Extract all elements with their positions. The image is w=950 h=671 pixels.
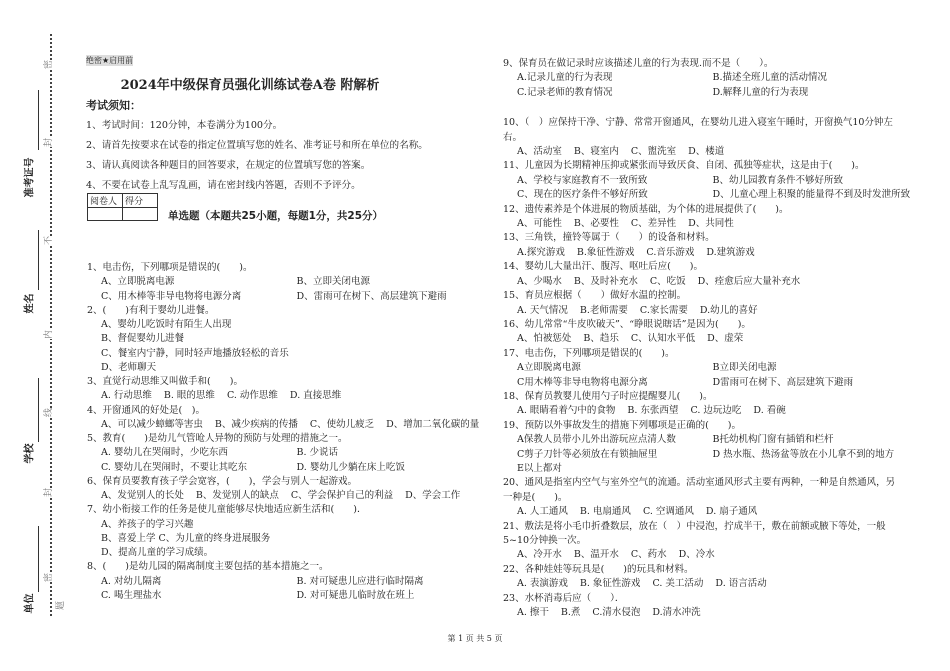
question-stem: 20、通风是指室内空气与室外空气的流通。活动室通风形式主要有两种，一种是自然通风，另 一种是( )。 bbox=[503, 477, 896, 503]
question bbox=[87, 475, 492, 504]
option-row bbox=[503, 332, 908, 346]
question-stem: 2、( )有利于婴幼儿进餐。 bbox=[87, 304, 215, 316]
answer-option[interactable]: B、喜爱上学 C、为儿童的终身进展服务 bbox=[101, 532, 271, 544]
question-stem: 10、（ ）应保持干净、宁静、常常开窗通风，在婴幼儿进入寝室午睡时，开窗换气10分钟左 右。 bbox=[503, 117, 893, 143]
answer-option[interactable]: C、药水 bbox=[630, 549, 667, 561]
answer-option[interactable]: C. 美工活动 bbox=[652, 578, 704, 590]
answer-option[interactable]: C. 空调通风 bbox=[642, 506, 694, 518]
answer-option[interactable]: C.家长需要 bbox=[639, 304, 688, 316]
unit-label: 单位 bbox=[24, 593, 36, 614]
notice-heading: 考试须知： bbox=[86, 99, 141, 112]
answer-option[interactable]: A、发觉别人的长处 bbox=[101, 490, 184, 501]
question bbox=[503, 592, 908, 621]
seal-char: 线 bbox=[41, 408, 54, 417]
answer-option[interactable]: D、老师聊天 bbox=[101, 361, 157, 373]
option-row bbox=[87, 347, 492, 361]
option-row bbox=[503, 577, 908, 591]
question bbox=[503, 159, 911, 202]
answer-option[interactable]: C. 喝生理盐水 bbox=[101, 589, 162, 601]
question-stem: 21、敷法是将小毛巾折叠数层，放在（ ）中浸泡，拧成半干，敷在前额或腋下等处，一般 5~10分钟换一次。 bbox=[503, 520, 886, 546]
answer-option[interactable]: D. 直接思维 bbox=[289, 390, 342, 402]
answer-option[interactable]: D、儿童心理上积聚的能量得不到及时发泄所致 bbox=[712, 189, 911, 201]
question-stem: 14、婴幼儿大量出汗、腹泻、呕吐后应( )。 bbox=[503, 261, 704, 273]
exam-number-field[interactable] bbox=[38, 90, 39, 150]
question-stem: 9、保育员在做记录时应该描述儿童的行为表现.而不是（ ）。 bbox=[503, 58, 774, 69]
question bbox=[503, 520, 908, 563]
option-row bbox=[87, 546, 492, 560]
question bbox=[87, 503, 492, 560]
question-stem: 8、( )是幼儿园的隔离制度主要包括的基本措施之一。 bbox=[87, 561, 329, 573]
option-row bbox=[87, 532, 492, 546]
answer-option[interactable]: C、学会保护自己的利益 bbox=[290, 490, 394, 501]
question-stem: 4、开窗通风的好处是( )。 bbox=[87, 404, 205, 416]
answer-option[interactable]: C. 婴幼儿在哭闹时，不要让其吃东 bbox=[101, 461, 247, 473]
question bbox=[503, 289, 908, 318]
option-row bbox=[87, 361, 492, 375]
option-row bbox=[87, 389, 492, 403]
name-field[interactable] bbox=[38, 230, 39, 290]
answer-option[interactable]: C剪子刀针等必须放在有锁抽屉里 bbox=[517, 448, 658, 460]
option-row bbox=[503, 174, 908, 188]
answer-option[interactable]: B.描述全班儿童的活动情况 bbox=[712, 72, 828, 84]
answer-option[interactable]: C、使幼儿疲乏 bbox=[309, 418, 375, 430]
option-row bbox=[87, 461, 492, 475]
answer-option[interactable]: B.象征性游戏 bbox=[576, 246, 635, 258]
answer-option[interactable]: A. 行动思维 bbox=[101, 390, 152, 402]
answer-option[interactable]: B. 少说话 bbox=[296, 447, 339, 459]
answer-option[interactable]: A、怕被惩处 bbox=[517, 333, 572, 345]
option-row bbox=[87, 290, 492, 304]
question bbox=[503, 116, 908, 159]
question-stem: 11、儿童因为长期精神压抑或紧张而导致厌食、自闭、孤独等症状，这是由于( )。 bbox=[503, 160, 865, 172]
answer-option[interactable]: B立即关闭电源 bbox=[712, 362, 777, 374]
answer-option[interactable]: D. 语言活动 bbox=[715, 578, 767, 590]
option-row bbox=[503, 505, 908, 519]
rule-1: 1、考试时间：120分钟，本卷满分为100分。 bbox=[86, 120, 283, 131]
seal-char: 封 bbox=[41, 488, 54, 497]
rule-2: 2、请首先按要求在试卷的指定位置填写您的姓名、准考证号和所在单位的名称。 bbox=[86, 140, 428, 151]
page-number: 第 1 页 共 5 页 bbox=[447, 634, 503, 643]
question bbox=[503, 347, 908, 390]
answer-option[interactable]: C、认知水平低 bbox=[630, 333, 696, 345]
answer-option[interactable]: B、温开水 bbox=[573, 549, 619, 561]
answer-option[interactable]: B. 对可疑患儿应进行临时隔离 bbox=[296, 575, 424, 587]
question-stem: 22、各种娃娃等玩具是( )的玩具和材料。 bbox=[503, 563, 694, 575]
answer-option[interactable]: B.老师需要 bbox=[579, 304, 628, 316]
answer-option[interactable]: B. 电扇通风 bbox=[579, 506, 631, 518]
option-row bbox=[503, 275, 908, 289]
answer-option[interactable]: A、养孩子的学习兴趣 bbox=[101, 518, 194, 530]
answer-option[interactable]: A、活动室 bbox=[517, 146, 562, 158]
answer-option[interactable]: D. 看碗 bbox=[753, 405, 786, 417]
answer-option[interactable]: D.幼儿的喜好 bbox=[699, 304, 758, 316]
exam-number-label: 准考证号 bbox=[24, 157, 36, 198]
answer-option[interactable]: C、吃饭 bbox=[649, 275, 686, 287]
answer-option[interactable]: C、餐室内宁静，同时轻声地播放轻松的音乐 bbox=[101, 347, 289, 359]
question bbox=[503, 476, 908, 519]
name-label: 姓名 bbox=[24, 293, 36, 314]
question-stem: 5、教育( )是幼儿气管呛人异物的预防与处理的措施之一。 bbox=[87, 433, 348, 444]
answer-option[interactable]: B、趋乐 bbox=[583, 333, 619, 345]
seal-line bbox=[50, 34, 52, 616]
answer-option[interactable]: B. 东张西望 bbox=[627, 405, 679, 417]
seal-char: 密 bbox=[41, 60, 54, 69]
question bbox=[87, 375, 492, 404]
option-row bbox=[503, 217, 908, 231]
answer-option[interactable]: B、必要性 bbox=[573, 218, 619, 230]
answer-option[interactable]: D、虚荣 bbox=[707, 333, 744, 345]
answer-option[interactable]: A. 婴幼儿在哭闹时，少吃东西 bbox=[101, 447, 228, 459]
grader-cell[interactable] bbox=[88, 208, 123, 221]
answer-option[interactable]: B托幼机构门窗有插销和栏杆 bbox=[712, 434, 834, 446]
answer-option[interactable]: B、发觉别人的缺点 bbox=[195, 490, 279, 501]
answer-option[interactable]: A、立即脱离电源 bbox=[101, 276, 175, 288]
answer-option[interactable]: A.探究游戏 bbox=[517, 246, 565, 258]
seal-char: 封 bbox=[41, 138, 54, 147]
question bbox=[503, 390, 908, 419]
question-stem: 23、水杯消毒后应（ ）． bbox=[503, 592, 625, 604]
answer-option[interactable]: C. 动作思维 bbox=[226, 390, 278, 402]
question-stem: 18、保育员教婴儿使用勺子时应提醒婴儿( )。 bbox=[503, 390, 713, 402]
option-row bbox=[87, 275, 492, 289]
answer-option[interactable]: C.音乐游戏 bbox=[646, 246, 695, 258]
answer-option[interactable]: C. 边玩边吃 bbox=[690, 405, 742, 417]
answer-option[interactable]: A. 人工通风 bbox=[517, 506, 568, 518]
option-row bbox=[87, 489, 492, 503]
grader-header: 阅卷人 bbox=[88, 194, 123, 208]
score-header: 得分 bbox=[123, 194, 158, 208]
unit-field[interactable] bbox=[38, 526, 39, 592]
option-row bbox=[503, 71, 908, 85]
question-stem: 16、幼儿常常“牛皮吹破天”、“睁眼说瞎话”是因为( )。 bbox=[503, 318, 751, 330]
question bbox=[503, 419, 908, 477]
page-title: 2024年中级保育员强化训练试卷A卷 附解析 bbox=[120, 78, 380, 93]
answer-option[interactable]: A、婴幼儿吃饭时有陌生人出现 bbox=[101, 319, 232, 330]
left-question-column bbox=[87, 261, 492, 603]
answer-option[interactable]: D. 对可疑患儿临时放在班上 bbox=[296, 589, 415, 601]
answer-option[interactable]: C、现在的医疗条件不够好所致 bbox=[517, 189, 648, 201]
school-label: 学校 bbox=[24, 443, 36, 464]
option-row bbox=[503, 304, 908, 318]
question-stem: 13、三角铁，撞铃等属于（ ）的设备和材料。 bbox=[503, 232, 715, 244]
answer-option[interactable]: B. 眼的思维 bbox=[163, 390, 215, 402]
option-row bbox=[503, 376, 908, 390]
answer-option[interactable]: A立即脱离电源 bbox=[517, 362, 581, 374]
question bbox=[87, 560, 492, 603]
confidential-mark: 绝密★启用前 bbox=[86, 56, 134, 65]
answer-option[interactable]: D.解释儿童的行为表现 bbox=[712, 86, 809, 98]
answer-option[interactable]: D、提高儿童的学习成绩。 bbox=[101, 547, 214, 558]
option-row bbox=[503, 404, 908, 418]
option-row bbox=[503, 145, 908, 159]
question bbox=[503, 231, 908, 260]
question-stem: 12、遗传素养是个体进展的物质基础，为个体的进展提供了( )。 bbox=[503, 203, 789, 215]
answer-option[interactable]: C、盥洗室 bbox=[630, 146, 677, 158]
answer-option[interactable]: B、督促婴幼儿进餐 bbox=[101, 333, 184, 345]
seal-char: 密 bbox=[41, 573, 54, 582]
option-row bbox=[503, 188, 911, 202]
question bbox=[503, 563, 908, 592]
score-table bbox=[87, 193, 158, 221]
answer-option[interactable]: E以上都对 bbox=[517, 462, 562, 474]
option-row bbox=[503, 433, 908, 447]
answer-option[interactable]: B、幼儿园教育条件不够好所致 bbox=[712, 174, 843, 186]
option-row bbox=[87, 318, 492, 332]
answer-option[interactable]: A、可能性 bbox=[517, 218, 562, 230]
question-stem: 15、育员应根据（ ）做好水温的控制。 bbox=[503, 290, 687, 302]
option-row bbox=[87, 575, 492, 589]
answer-option[interactable]: A. 擦干 bbox=[517, 607, 549, 619]
question bbox=[503, 57, 908, 116]
rule-4: 4、不要在试卷上乱写乱画，请在密封线内答题，否则不予评分。 bbox=[86, 180, 361, 191]
option-row bbox=[503, 548, 908, 562]
school-field[interactable] bbox=[38, 378, 39, 442]
answer-option[interactable]: C用木棒等非导电物将电源分离 bbox=[517, 376, 648, 388]
question bbox=[503, 203, 908, 232]
option-row bbox=[87, 589, 492, 603]
answer-option[interactable]: A、可以减少蟑螂等害虫 bbox=[101, 418, 203, 430]
question-stem: 17、电击伤，下列哪项是错误的( )。 bbox=[503, 347, 675, 359]
answer-option[interactable]: C、差异性 bbox=[630, 218, 677, 230]
right-question-column bbox=[503, 57, 911, 620]
question-stem: 19、预防以外事故发生的措施下列哪项是正确的( )。 bbox=[503, 419, 742, 431]
answer-option[interactable]: D、楼道 bbox=[688, 146, 725, 158]
seal-char: 内 bbox=[41, 330, 54, 339]
answer-option[interactable]: B. 象征性游戏 bbox=[579, 578, 641, 590]
spacer bbox=[503, 100, 908, 116]
score-cell[interactable] bbox=[123, 208, 158, 221]
question bbox=[503, 260, 908, 289]
answer-option[interactable]: A. 天气情况 bbox=[517, 304, 568, 316]
seal-char: 题 bbox=[53, 601, 66, 610]
question-stem: 7、幼小衔接工作的任务是使儿童能够尽快地适应新生活和( )． bbox=[87, 504, 367, 516]
question bbox=[87, 261, 492, 304]
answer-option[interactable]: D、冷水 bbox=[678, 549, 715, 561]
rule-3: 3、请认真阅读各种题目的回答要求，在规定的位置填写您的答案。 bbox=[86, 160, 371, 171]
question-stem: 3、直觉行动思维又叫做手和( )。 bbox=[87, 376, 243, 387]
answer-option[interactable]: D雷雨可在树下、高层建筑下避雨 bbox=[712, 376, 854, 388]
answer-option[interactable]: D 热水瓶、热汤盆等放在小儿拿不到的地方 bbox=[712, 448, 895, 460]
answer-option[interactable]: D、共同性 bbox=[688, 218, 734, 230]
answer-option[interactable]: A、冷开水 bbox=[517, 549, 562, 561]
option-row bbox=[503, 86, 908, 100]
answer-option[interactable]: A、少喝水 bbox=[517, 275, 562, 287]
answer-option[interactable]: D、雷雨可在树下、高层建筑下避雨 bbox=[296, 290, 447, 302]
option-row bbox=[87, 418, 492, 432]
option-row bbox=[503, 361, 908, 375]
answer-option[interactable]: D.建筑游戏 bbox=[706, 246, 755, 258]
answer-option[interactable]: D、增加二氧化碳的量 bbox=[386, 418, 480, 430]
answer-option[interactable]: D. 婴幼儿少躺在床上吃饭 bbox=[296, 461, 405, 473]
answer-option[interactable]: A保教人员带小儿外出游玩应点清人数 bbox=[517, 434, 676, 446]
question bbox=[87, 404, 492, 433]
question-stem: 1、电击伤，下列哪项是错误的( )。 bbox=[87, 262, 253, 273]
option-row bbox=[87, 446, 492, 460]
question bbox=[87, 304, 492, 375]
answer-option[interactable]: D.清水冲洗 bbox=[652, 607, 701, 619]
answer-option[interactable]: A.记录儿童的行为表现 bbox=[517, 72, 613, 84]
answer-option[interactable]: C.清水侵泡 bbox=[592, 607, 641, 619]
option-row bbox=[503, 606, 908, 620]
option-row bbox=[503, 448, 908, 462]
option-row bbox=[503, 462, 908, 476]
question bbox=[87, 432, 492, 475]
answer-option[interactable]: B、减少疾病的传播 bbox=[214, 418, 298, 430]
answer-option[interactable]: B、寝室内 bbox=[573, 146, 619, 158]
section-heading: 单选题（本题共25小题，每题1分，共25分） bbox=[168, 210, 384, 222]
option-row bbox=[503, 246, 908, 260]
answer-option[interactable]: D. 扇子通风 bbox=[705, 506, 758, 518]
seal-char: 不 bbox=[41, 236, 54, 245]
answer-option[interactable]: A、学校与家庭教育不一致所致 bbox=[517, 174, 648, 186]
answer-option[interactable]: B.煮 bbox=[560, 607, 581, 619]
answer-option[interactable]: B、及时补充水 bbox=[573, 275, 638, 287]
answer-option[interactable]: D、痊愈后应大量补充水 bbox=[697, 275, 801, 287]
answer-option[interactable]: A. 对幼儿隔离 bbox=[101, 575, 162, 587]
option-row bbox=[87, 518, 492, 532]
question bbox=[503, 318, 908, 347]
answer-option[interactable]: D、学会工作 bbox=[405, 490, 461, 501]
answer-option[interactable]: A. 表演游戏 bbox=[517, 578, 568, 590]
question-stem: 6、保育员要教育孩子学会宽容，( )，学会与别人一起游戏。 bbox=[87, 475, 357, 487]
answer-option[interactable]: A. 眼睛看着勺中的食物 bbox=[517, 405, 616, 417]
answer-option[interactable]: C、用木棒等非导电物将电源分离 bbox=[101, 290, 242, 302]
answer-option[interactable]: C.记录老师的教育情况 bbox=[517, 86, 613, 98]
option-row bbox=[87, 332, 492, 346]
answer-option[interactable]: B、立即关闭电源 bbox=[296, 276, 370, 288]
